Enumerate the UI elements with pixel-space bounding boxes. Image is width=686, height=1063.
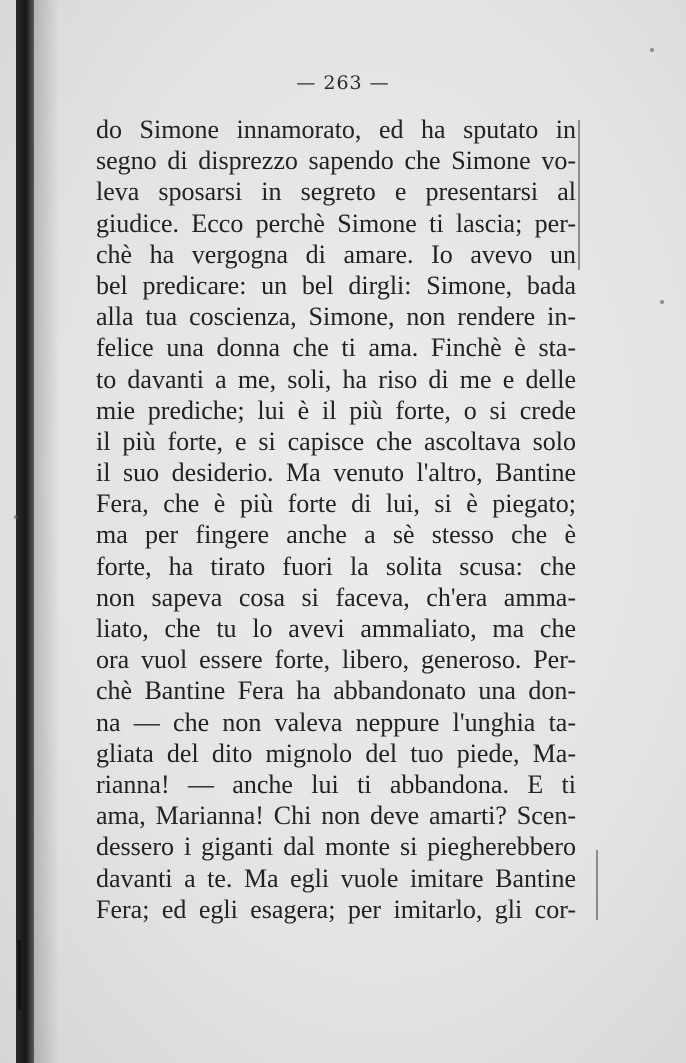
text-line-content: rianna! — anche lui ti abbandona. E ti	[96, 769, 576, 799]
book-spine	[16, 0, 34, 1063]
text-line	[96, 707, 576, 738]
text-line	[96, 675, 576, 706]
text-line-content: giudice. Ecco perchè Simone ti lascia; per-	[96, 208, 576, 238]
text-line-content: gliata del dito mignolo del tuo piede, Ma-	[96, 738, 576, 768]
text-line-content: ora vuol essere forte, libero, generoso. Per-	[96, 645, 576, 675]
text-line	[96, 239, 576, 270]
text-line	[96, 270, 576, 301]
text-line	[96, 457, 576, 488]
text-line	[96, 831, 576, 862]
text-line	[96, 551, 576, 582]
text-line-content: do Simone innamorato, ed ha sputato in	[96, 115, 576, 144]
text-line	[96, 738, 576, 769]
speck	[14, 515, 18, 519]
text-line-content: bel predicare: un bel dirgli: Simone, bada	[96, 270, 576, 300]
text-line	[96, 301, 576, 332]
text-line-content: na — che non valeva neppure l'unghia ta-	[96, 707, 576, 737]
text-line-content: Fera; ed egli esagera; per imitarlo, gli cor-	[96, 894, 576, 924]
text-line	[96, 208, 576, 239]
page-number: — 263 —	[296, 72, 390, 94]
text-line-content: ama, Marianna! Chi non deve amarti? Scen-	[96, 801, 576, 831]
text-line-content: ma per fingere anche a sè stesso che è	[96, 520, 576, 550]
text-line-content: il più forte, e si capisce che ascoltava solo	[96, 426, 576, 456]
text-line	[96, 769, 576, 800]
spine-shadow	[34, 0, 60, 1063]
text-line-content: alla tua coscienza, Simone, non rendere in-	[96, 302, 576, 332]
text-line-content: segno di disprezzo sapendo che Simone vo-	[96, 146, 576, 176]
text-line-content: dessero i giganti dal monte si piegherebbero	[96, 832, 576, 862]
text-line	[96, 800, 576, 831]
text-line	[96, 114, 576, 145]
text-line-content: il suo desiderio. Ma venuto l'altro, Bantine	[96, 458, 576, 488]
text-line	[96, 176, 576, 207]
text-line	[96, 332, 576, 363]
text-line-content: leva sposarsi in segreto e presentarsi al	[96, 177, 576, 207]
text-line-content: felice una donna che ti ama. Finchè è sta-	[96, 333, 576, 363]
text-line	[96, 488, 576, 519]
text-line-content: chè ha vergogna di amare. Io avevo un	[96, 239, 576, 269]
text-line-content: liato, che tu lo avevi ammaliato, ma che	[96, 614, 576, 643]
text-line-content: chè Bantine Fera ha abbandonato una don-	[96, 676, 576, 706]
text-line	[96, 613, 576, 644]
text-line	[96, 582, 576, 613]
text-line-content: to davanti a me, soli, ha riso di me e delle	[96, 364, 576, 394]
text-line	[96, 894, 576, 925]
text-line	[96, 863, 576, 894]
speck	[650, 48, 654, 52]
text-line	[96, 364, 576, 395]
text-line	[96, 145, 576, 176]
text-line-content: mie prediche; lui è il più forte, o si crede	[96, 395, 576, 425]
text-line	[96, 644, 576, 675]
text-line-content: non sapeva cosa si faceva, ch'era amma-	[96, 582, 576, 612]
body-text	[96, 114, 576, 925]
margin-mark	[596, 850, 598, 920]
text-line	[96, 426, 576, 457]
text-line-content: Fera, che è più forte di lui, si è piegato;	[96, 489, 576, 519]
text-line-content: forte, ha tirato fuori la solita scusa: che	[96, 551, 576, 581]
text-line	[96, 395, 576, 426]
margin-mark	[578, 120, 580, 270]
margin-mark	[18, 940, 21, 1010]
text-line-content: davanti a te. Ma egli vuole imitare Bantine	[96, 863, 576, 893]
speck	[660, 300, 664, 304]
text-line	[96, 519, 576, 550]
